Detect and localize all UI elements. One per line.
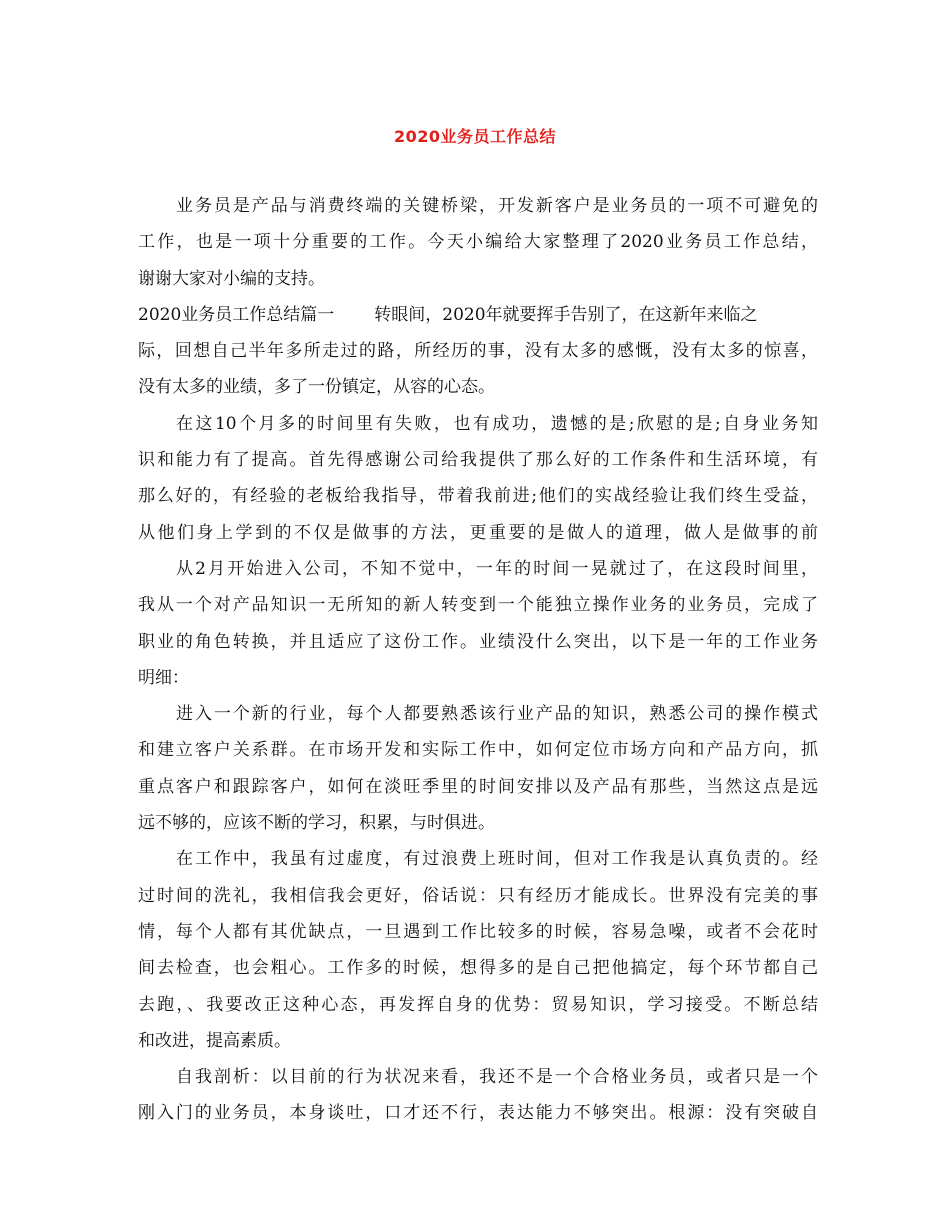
text-line: 业务员是产品与消费终端的关键桥梁，开发新客户是业务员的一项不可避免的 — [176, 196, 818, 216]
text-line: 我从一个对产品知识一无所知的新人转变到一个能独立操作业务的业务员，完成了 — [138, 595, 818, 616]
text-line: 远不够的，应该不断的学习，积累，与时俱进。 — [138, 813, 495, 834]
section-heading-inline: 2020业务员工作总结篇一 — [138, 304, 335, 325]
text-line — [138, 297, 818, 333]
text-line: 在这10个月多的时间里有失败，也有成功，遗憾的是;欣慰的是;自身业务知 — [176, 413, 818, 434]
text-line: 没有太多的业绩，多了一份镇定，从容的心态。 — [138, 377, 495, 398]
text-line: 从他们身上学到的不仅是做事的方法，更重要的是做人的道理，做人是做事的前 — [138, 522, 818, 543]
text-line: 重点客户和跟踪客户，如何在淡旺季里的时间安排以及产品有那些，当然这点是远 — [138, 776, 818, 797]
text-line: 明细： — [138, 667, 189, 688]
text-run: 转眼间，2020年就要挥手告别了，在这新年来临之 — [374, 304, 758, 325]
text-line: 从2月开始进入公司，不知不觉中，一年的时间一晃就过了，在这段时间里， — [176, 558, 818, 579]
text-line: 际，回想自己半年多所走过的路，所经历的事，没有太多的感慨，没有太多的惊喜， — [138, 341, 818, 362]
text-line: 识和能力有了提高。首先得感谢公司给我提供了那么好的工作条件和生活环境，有 — [138, 450, 818, 471]
text-line: 间去检查，也会粗心。工作多的时候，想得多的是自己把他搞定，每个环节都自己 — [138, 958, 818, 979]
text-line: 和建立客户关系群。在市场开发和实际工作中，如何定位市场方向和产品方向，抓 — [138, 740, 818, 761]
text-line: 那么好的，有经验的老板给我指导，带着我前进;他们的实战经验让我们终生受益， — [138, 486, 818, 507]
text-line: 在工作中，我虽有过虚度，有过浪费上班时间，但对工作我是认真负责的。经 — [176, 849, 818, 870]
text-line: 去跑，、我要改正这种心态，再发挥自身的优势：贸易知识，学习接受。不断总结 — [138, 994, 818, 1015]
text-line: 过时间的洗礼，我相信我会更好，俗话说：只有经历才能成长。世界没有完美的事 — [138, 885, 818, 906]
text-line: 工作，也是一项十分重要的工作。今天小编给大家整理了2020业务员工作总结， — [138, 232, 818, 253]
text-line: 职业的角色转换，并且适应了这份工作。业绩没什么突出，以下是一年的工作业务 — [138, 631, 818, 652]
text-line: 刚入门的业务员，本身谈吐，口才还不行，表达能力不够突出。根源：没有突破自 — [138, 1103, 818, 1124]
text-line: 进入一个新的行业，每个人都要熟悉该行业产品的知识，熟悉公司的操作模式 — [176, 704, 818, 725]
text-line: 谢谢大家对小编的支持。 — [138, 268, 325, 289]
text-line: 情，每个人都有其优缺点，一旦遇到工作比较多的时候，容易急噪，或者不会花时 — [138, 921, 818, 942]
text-line: 和改进，提高素质。 — [138, 1030, 291, 1051]
text-line: 自我剖析：以目前的行为状况来看，我还不是一个合格业务员，或者只是一个 — [176, 1067, 818, 1088]
document-title: 2020业务员工作总结 — [393, 127, 557, 146]
document-body — [138, 188, 818, 1132]
